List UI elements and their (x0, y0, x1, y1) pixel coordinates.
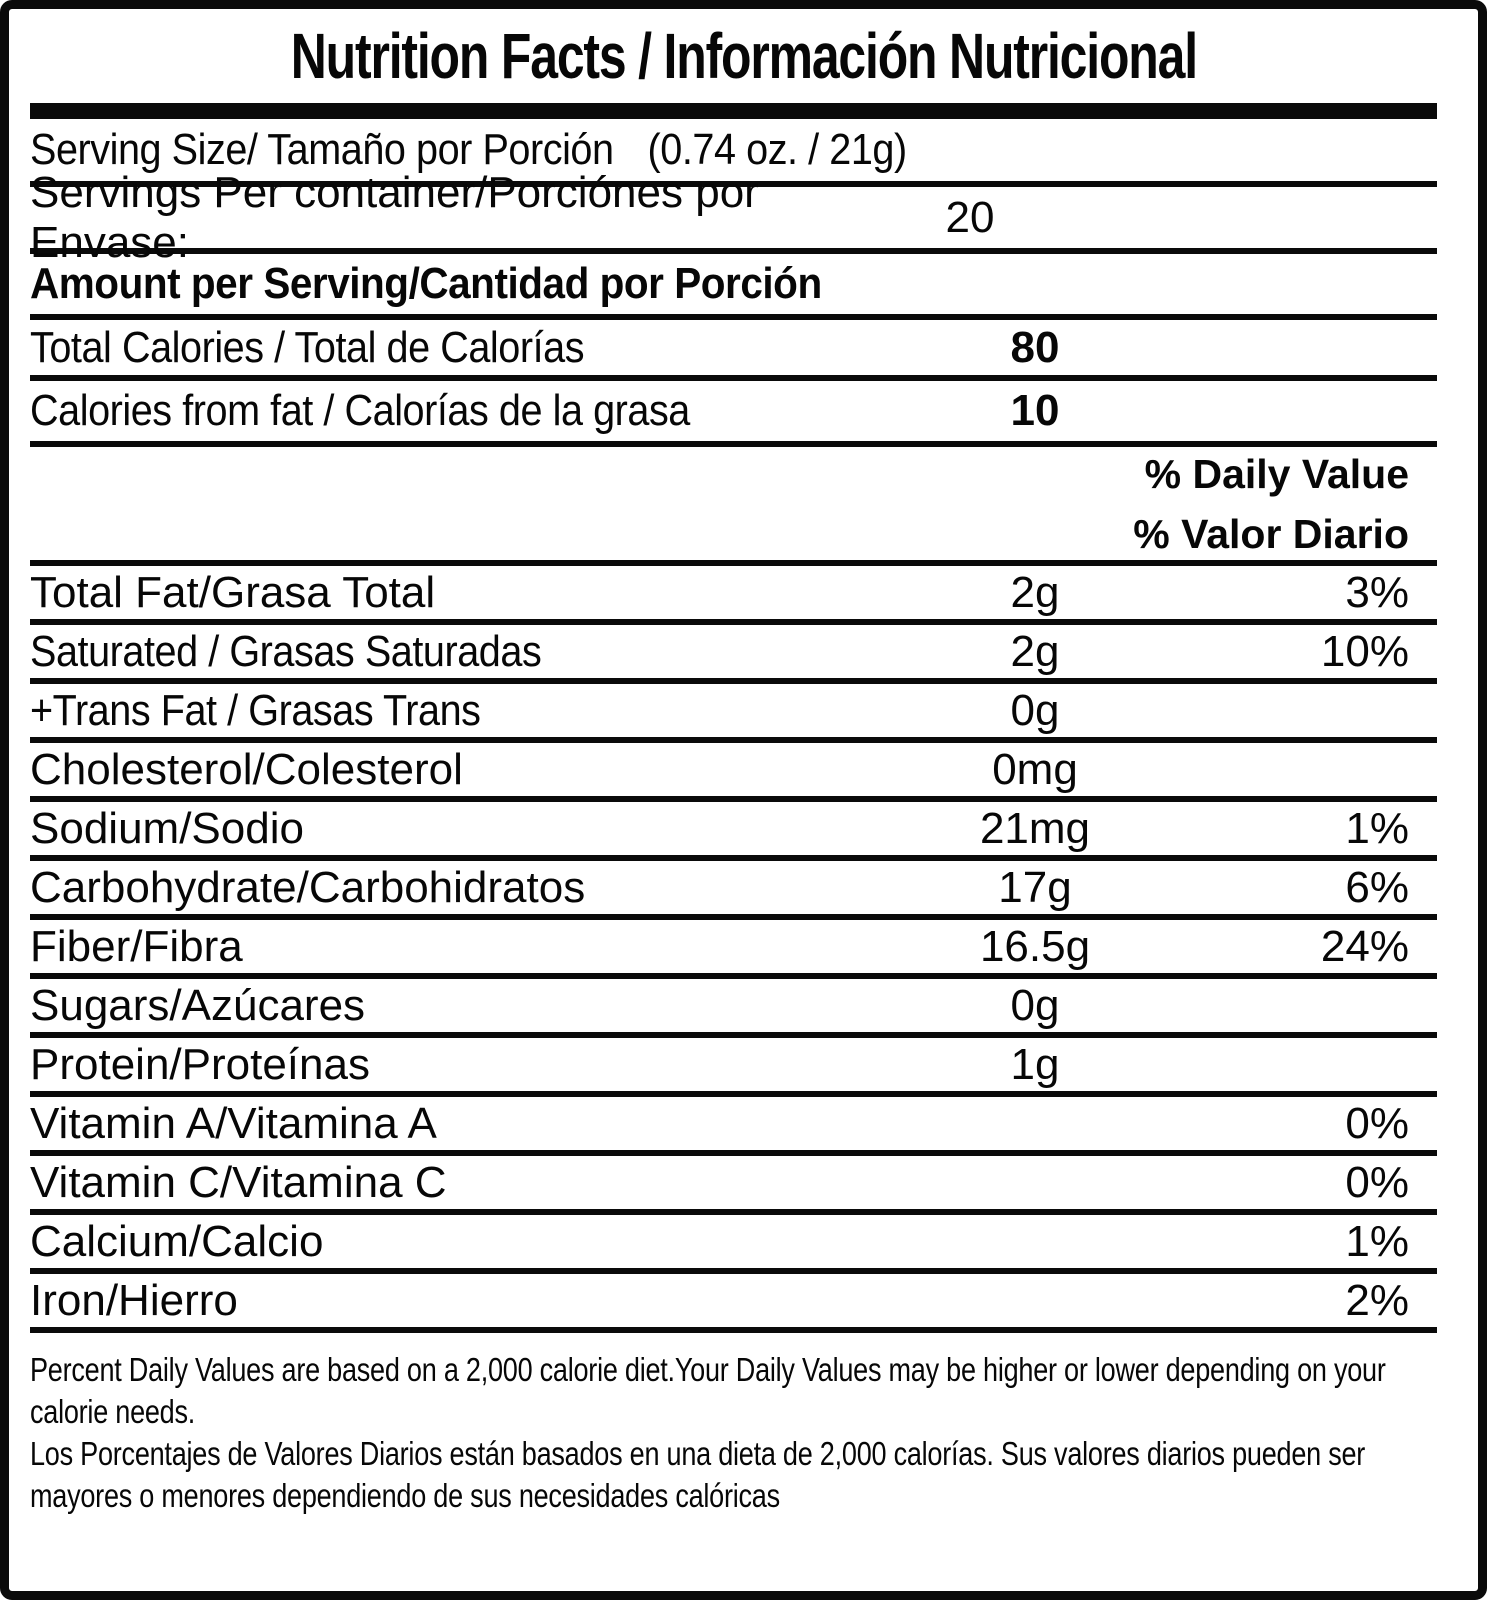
nutrient-label: Calcium/Calcio (30, 1216, 324, 1266)
nutrient-label: Iron/Hierro (30, 1275, 238, 1325)
nutrient-row (30, 1097, 1437, 1156)
nutrient-row (30, 625, 1437, 684)
nutrient-label: Fiber/Fibra (30, 921, 243, 971)
nutrient-row (30, 979, 1437, 1038)
nutrient-label (30, 686, 910, 736)
footnotes (30, 1333, 1437, 1517)
total-calories-value: 80 (1010, 322, 1060, 372)
serving-size-value: (0.74 oz. / 21g) (647, 125, 907, 174)
nutrient-row (30, 802, 1437, 861)
nutrient-daily-value: 24% (1320, 921, 1409, 971)
daily-value-header-es: % Valor Diario (1133, 510, 1409, 557)
calories-from-fat-row (30, 381, 1437, 447)
nutrient-label (30, 627, 910, 677)
nutrient-amount: 0mg (992, 744, 1078, 794)
nutrient-amount: 2g (1010, 567, 1060, 617)
nutrient-row (30, 920, 1437, 979)
servings-per-container-value: 20 (945, 192, 995, 242)
nutrient-amount: 17g (998, 862, 1072, 912)
nutrient-label-text: Saturated / Grasas Saturadas (30, 626, 542, 676)
nutrient-row (30, 684, 1437, 743)
total-calories-label-wrap (30, 323, 910, 373)
nutrient-amount: 2g (1010, 626, 1060, 676)
nutrient-label: Total Fat/Grasa Total (30, 567, 436, 617)
nutrient-label: Vitamin A/Vitamina A (30, 1098, 437, 1148)
amount-per-serving-heading-row (30, 254, 1437, 320)
nutrient-table (30, 566, 1437, 1333)
nutrient-daily-value: 1% (1345, 1216, 1409, 1266)
label-body (30, 119, 1437, 1517)
nutrient-amount: 21mg (979, 803, 1091, 853)
amount-per-serving-heading: Amount per Serving/Cantidad por Porción (30, 259, 822, 308)
nutrient-label-text: +Trans Fat / Grasas Trans (30, 685, 481, 735)
serving-size-group (30, 125, 907, 175)
nutrient-row (30, 1156, 1437, 1215)
servings-per-container-label: Servings Per container/Porciónes por Envase: (30, 167, 759, 267)
nutrient-daily-value: 6% (1345, 862, 1409, 912)
footnote-spanish: Los Porcentajes de Valores Diarios están basados en una dieta de 2,000 calorías. Sus valores diarios pueden ser mayores o menores dependiendo de sus necesidades calóricas (30, 1435, 1366, 1514)
total-calories-row (30, 320, 1437, 381)
nutrient-amount: 0g (1010, 685, 1060, 735)
total-calories-label: Total Calories / Total de Calorías (30, 322, 585, 372)
nutrient-label: Sodium/Sodio (30, 803, 304, 853)
nutrient-row (30, 743, 1437, 802)
nutrient-daily-value: 0% (1345, 1098, 1409, 1148)
calories-from-fat-label: Calories from fat / Calorías de la grasa (30, 386, 690, 435)
nutrient-label: Carbohydrate/Carbohidratos (30, 862, 586, 912)
nutrient-row (30, 861, 1437, 920)
nutrient-daily-value: 10% (1320, 626, 1409, 676)
nutrient-label: Cholesterol/Colesterol (30, 744, 463, 794)
calories-from-fat-label-wrap (30, 386, 910, 436)
nutrient-daily-value: 1% (1345, 803, 1409, 853)
nutrient-daily-value: 0% (1345, 1157, 1409, 1207)
nutrient-label: Sugars/Azúcares (30, 980, 366, 1030)
label-header (9, 9, 1478, 103)
nutrient-daily-value: 2% (1345, 1275, 1409, 1325)
nutrient-label: Vitamin C/Vitamina C (30, 1157, 447, 1207)
nutrient-row (30, 1274, 1437, 1333)
nutrient-daily-value: 3% (1345, 567, 1409, 617)
nutrient-amount: 0g (1010, 980, 1060, 1030)
nutrient-label: Protein/Proteínas (30, 1039, 370, 1089)
serving-size-label: Serving Size/ Tamaño por Porción (30, 125, 614, 174)
title-divider-bar (30, 103, 1437, 119)
footnote-english: Percent Daily Values are based on a 2,000 calorie diet.Your Daily Values may be higher or lower depending on your calorie needs. (30, 1351, 1386, 1430)
page-title: Nutrition Facts / Información Nutricional (290, 20, 1197, 92)
nutrient-amount: 16.5g (979, 921, 1091, 971)
nutrient-amount: 1g (1010, 1039, 1060, 1089)
daily-value-header (30, 447, 1437, 566)
servings-per-container-row (30, 167, 1437, 267)
daily-value-header-en: % Daily Value (1144, 450, 1409, 497)
calories-from-fat-value: 10 (1010, 386, 1060, 435)
nutrient-row (30, 566, 1437, 625)
nutrient-row (30, 1038, 1437, 1097)
nutrient-row (30, 1215, 1437, 1274)
